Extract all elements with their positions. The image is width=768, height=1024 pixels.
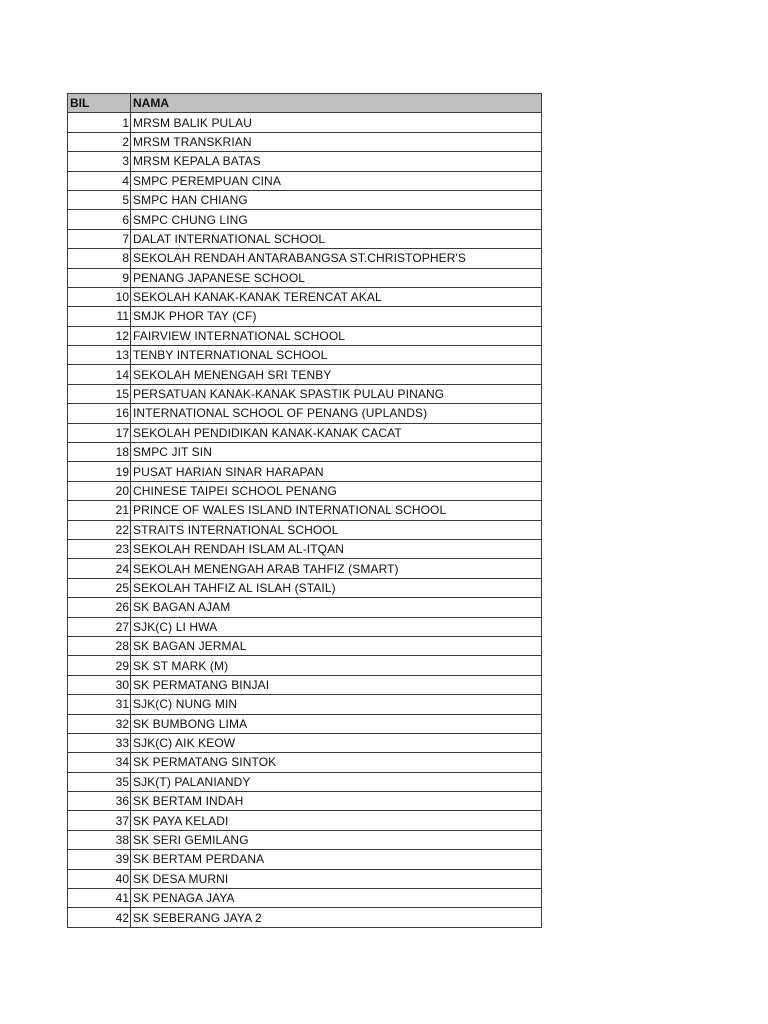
- school-name: SK BUMBONG LIMA: [131, 714, 542, 733]
- school-name: SEKOLAH MENENGAH ARAB TAHFIZ (SMART): [131, 559, 542, 578]
- row-number: 26: [68, 598, 131, 617]
- table-row: [68, 869, 542, 888]
- school-name: SEKOLAH RENDAH ANTARABANGSA ST.CHRISTOPHER'S: [131, 249, 542, 268]
- row-number: 33: [68, 733, 131, 752]
- table-row: [68, 656, 542, 675]
- row-number: 3: [68, 152, 131, 171]
- school-name: SK PERMATANG BINJAI: [131, 675, 542, 694]
- table-row: [68, 908, 542, 927]
- row-number: 37: [68, 811, 131, 830]
- school-name: SMPC PEREMPUAN CINA: [131, 171, 542, 190]
- table-row: [68, 850, 542, 869]
- table-row: [68, 171, 542, 190]
- table-row: [68, 287, 542, 306]
- school-name: FAIRVIEW INTERNATIONAL SCHOOL: [131, 326, 542, 345]
- table-row: [68, 578, 542, 597]
- table-row: [68, 346, 542, 365]
- school-name: SMPC HAN CHIANG: [131, 190, 542, 209]
- table-row: [68, 307, 542, 326]
- row-number: 16: [68, 404, 131, 423]
- row-number: 35: [68, 772, 131, 791]
- school-name: SJK(T) PALANIANDY: [131, 772, 542, 791]
- row-number: 18: [68, 443, 131, 462]
- school-name: SK DESA MURNI: [131, 869, 542, 888]
- table-row: [68, 539, 542, 558]
- table-row: [68, 830, 542, 849]
- table-row: [68, 404, 542, 423]
- school-name: INTERNATIONAL SCHOOL OF PENANG (UPLANDS): [131, 404, 542, 423]
- school-name: SK SERI GEMILANG: [131, 830, 542, 849]
- row-number: 7: [68, 229, 131, 248]
- row-number: 24: [68, 559, 131, 578]
- school-name: SK BERTAM PERDANA: [131, 850, 542, 869]
- school-name: SK PENAGA JAYA: [131, 889, 542, 908]
- table-body: [68, 113, 542, 927]
- header-row: [68, 94, 542, 113]
- row-number: 29: [68, 656, 131, 675]
- school-name: SK BAGAN AJAM: [131, 598, 542, 617]
- school-name: SEKOLAH MENENGAH SRI TENBY: [131, 365, 542, 384]
- table-row: [68, 695, 542, 714]
- table-row: [68, 423, 542, 442]
- school-name: PRINCE OF WALES ISLAND INTERNATIONAL SCHOOL: [131, 501, 542, 520]
- row-number: 20: [68, 481, 131, 500]
- school-name: SMPC JIT SIN: [131, 443, 542, 462]
- school-name: SEKOLAH KANAK-KANAK TERENCAT AKAL: [131, 287, 542, 306]
- school-list-table: [67, 93, 542, 928]
- school-name: SJK(C) LI HWA: [131, 617, 542, 636]
- row-number: 14: [68, 365, 131, 384]
- school-name: MRSM BALIK PULAU: [131, 113, 542, 132]
- row-number: 17: [68, 423, 131, 442]
- row-number: 6: [68, 210, 131, 229]
- table-row: [68, 132, 542, 151]
- table-row: [68, 326, 542, 345]
- school-name: STRAITS INTERNATIONAL SCHOOL: [131, 520, 542, 539]
- header-nama: NAMA: [131, 94, 542, 113]
- row-number: 10: [68, 287, 131, 306]
- school-name: DALAT INTERNATIONAL SCHOOL: [131, 229, 542, 248]
- table-row: [68, 559, 542, 578]
- row-number: 2: [68, 132, 131, 151]
- row-number: 11: [68, 307, 131, 326]
- row-number: 5: [68, 190, 131, 209]
- row-number: 4: [68, 171, 131, 190]
- school-name: PENANG JAPANESE SCHOOL: [131, 268, 542, 287]
- row-number: 22: [68, 520, 131, 539]
- table-row: [68, 481, 542, 500]
- school-name: SEKOLAH RENDAH ISLAM AL-ITQAN: [131, 539, 542, 558]
- school-name: SMPC CHUNG LING: [131, 210, 542, 229]
- table-row: [68, 733, 542, 752]
- row-number: 39: [68, 850, 131, 869]
- school-name: SEKOLAH TAHFIZ AL ISLAH (STAIL): [131, 578, 542, 597]
- row-number: 38: [68, 830, 131, 849]
- header-bil: BIL: [68, 94, 131, 113]
- table-row: [68, 210, 542, 229]
- row-number: 40: [68, 869, 131, 888]
- table-row: [68, 520, 542, 539]
- table-row: [68, 811, 542, 830]
- school-name: SJK(C) NUNG MIN: [131, 695, 542, 714]
- table-row: [68, 384, 542, 403]
- table-row: [68, 753, 542, 772]
- row-number: 8: [68, 249, 131, 268]
- school-name: PUSAT HARIAN SINAR HARAPAN: [131, 462, 542, 481]
- row-number: 1: [68, 113, 131, 132]
- school-name: SJK(C) AIK KEOW: [131, 733, 542, 752]
- table-row: [68, 229, 542, 248]
- school-name: SMJK PHOR TAY (CF): [131, 307, 542, 326]
- row-number: 21: [68, 501, 131, 520]
- row-number: 13: [68, 346, 131, 365]
- table-row: [68, 675, 542, 694]
- table-row: [68, 443, 542, 462]
- school-name: MRSM KEPALA BATAS: [131, 152, 542, 171]
- school-name: SK SEBERANG JAYA 2: [131, 908, 542, 927]
- school-name: MRSM TRANSKRIAN: [131, 132, 542, 151]
- row-number: 12: [68, 326, 131, 345]
- school-name: SK ST MARK (M): [131, 656, 542, 675]
- table-row: [68, 636, 542, 655]
- row-number: 31: [68, 695, 131, 714]
- school-name: SEKOLAH PENDIDIKAN KANAK-KANAK CACAT: [131, 423, 542, 442]
- row-number: 19: [68, 462, 131, 481]
- row-number: 42: [68, 908, 131, 927]
- school-name: SK PAYA KELADI: [131, 811, 542, 830]
- row-number: 23: [68, 539, 131, 558]
- row-number: 15: [68, 384, 131, 403]
- row-number: 34: [68, 753, 131, 772]
- table-row: [68, 462, 542, 481]
- school-name: SK PERMATANG SINTOK: [131, 753, 542, 772]
- table-row: [68, 249, 542, 268]
- table-row: [68, 365, 542, 384]
- table-row: [68, 113, 542, 132]
- table-row: [68, 598, 542, 617]
- row-number: 32: [68, 714, 131, 733]
- table-row: [68, 617, 542, 636]
- table-row: [68, 190, 542, 209]
- table-row: [68, 268, 542, 287]
- table-row: [68, 792, 542, 811]
- table-row: [68, 714, 542, 733]
- school-name: SK BAGAN JERMAL: [131, 636, 542, 655]
- row-number: 30: [68, 675, 131, 694]
- table-row: [68, 501, 542, 520]
- table-row: [68, 152, 542, 171]
- table-row: [68, 889, 542, 908]
- row-number: 41: [68, 889, 131, 908]
- school-name: TENBY INTERNATIONAL SCHOOL: [131, 346, 542, 365]
- row-number: 36: [68, 792, 131, 811]
- row-number: 27: [68, 617, 131, 636]
- school-name: CHINESE TAIPEI SCHOOL PENANG: [131, 481, 542, 500]
- school-name: PERSATUAN KANAK-KANAK SPASTIK PULAU PINANG: [131, 384, 542, 403]
- table-row: [68, 772, 542, 791]
- row-number: 28: [68, 636, 131, 655]
- row-number: 9: [68, 268, 131, 287]
- school-name: SK BERTAM INDAH: [131, 792, 542, 811]
- row-number: 25: [68, 578, 131, 597]
